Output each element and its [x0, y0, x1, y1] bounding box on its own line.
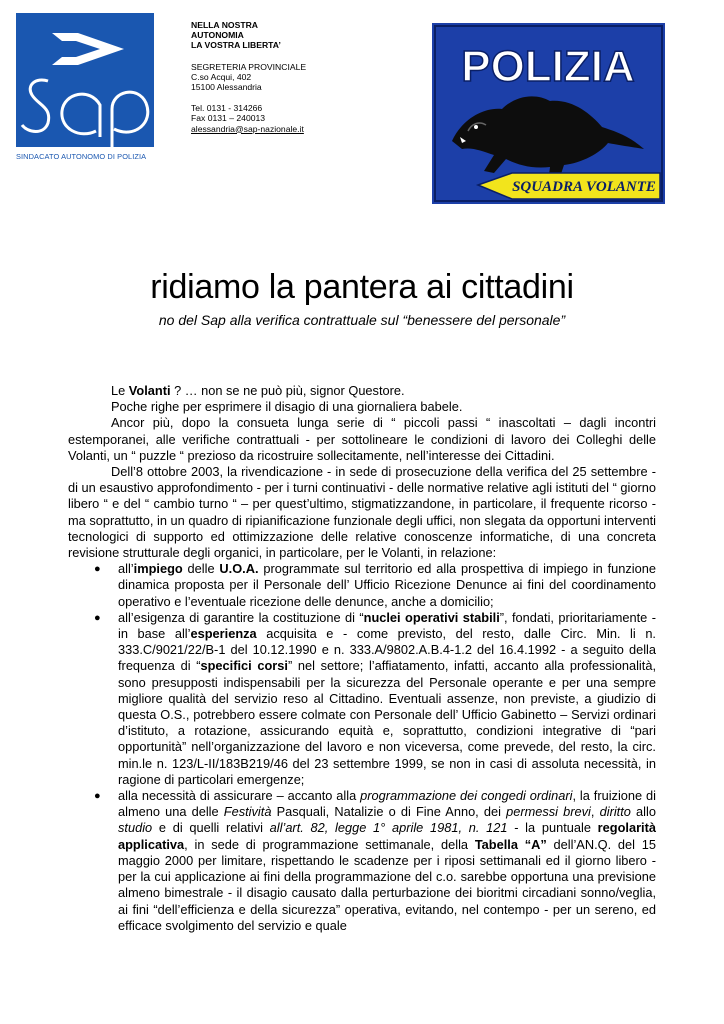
paragraph-1: Le Volanti ? … non se ne può più, signor Questore.: [111, 383, 405, 398]
office-name: SEGRETERIA PROVINCIALE: [191, 61, 307, 72]
office-email: alessandria@sap-nazionale.it: [191, 123, 304, 134]
office-tel: Tel. 0131 - 314266: [191, 103, 263, 114]
paragraph-3: Ancor più, dopo la consueta lunga serie di “ piccoli passi “ inascoltati – dagli incontri estemporanei, alle verifiche contrattuali - per sottolineare le condizioni di lavoro dei Colleghi delle Volanti, un “ puzzle “ prezioso da ricostruire sollecitamente, nell’interesse dei Cittadini.: [68, 415, 656, 463]
document-body: [68, 383, 656, 934]
paragraph-4: Dell’8 ottobre 2003, la rivendicazione - in sede di prosecuzione della verifica del 25 settembre - di un esaustivo approfondimento - per i turni continuativi - delle normative relative agli istituti del “ giorno libero “ e del “ cambio turno “ – per quest’ultimo, stigmatizzandone, in particolare, il frequente ricorso - ma soprattutto, in un quadro di ripianificazione funzionale degli uffici, non slegata da opportuni interventi tecnologici di supporto ed ottimizzazione delle relative conoscenze informatiche, di una concreta revisione strutturale degli organici, in particolare, per le Volanti, in relazione:: [68, 464, 656, 561]
motto-line-2: AUTONOMIA: [191, 30, 244, 41]
sap-caption: SINDACATO AUTONOMO DI POLIZIA: [16, 152, 147, 161]
sap-logo-mark: [16, 13, 154, 147]
motto-line-3: LA VOSTRA LIBERTA’: [191, 40, 281, 51]
list-item: ● all’esigenza di garantire la costituzione di “nuclei operativi stabili”, fondati, prioritariamente - in base all’esperienza acquisita e - come previsto, del resto, dalle Circ. Min. li n. 333.C/9021/22/B-1 del 10.12.1990 e n. 333.A/9802.A.B.4-1.2 del 16.4.1992 - a seguito della frequenza di “specifici corsi” nel settore; l’affiatamento, infatti, accanto alla professionalità, sono presupposti indispensabili per la sicurezza del Personale operante e per una sempre migliore qualità del servizio reso al Cittadino. Eventuali assenze, non previste, a giudizio di questa O.S., potrebbero essere colmate con Personale dell’ Ufficio Gabinetto – Servizi ordinari d’istituto, a rotazione, assicurando equità e, soprattutto, condizioni integrative di “pari opportunità” nell’organizzazione del lavoro e non viceversa, come prevede, del resto, la circ. min.le n. 123/L-II/183B219/46 del 23 settembre 1999, se non in casi di assoluta necessità, in ragione di particolari emergenze;: [94, 609, 656, 787]
office-city: 15100 Alessandria: [191, 82, 262, 93]
contact-block: [191, 20, 306, 134]
list-item: ● alla necessità di assicurare – accanto alla programmazione dei congedi ordinari, la fruizione di almeno una delle Festività Pasquali, Natalizie o di Fine Anno, dei permessi brevi, diritto allo studio e di quelli relativi all’art. 82, legge 1° aprile 1981, n. 121 - la puntuale regolarità applicativa, in sede di programmazione settimanale, della Tabella “A” dell’AN.Q. del 15 maggio 2000 per limitare, rispettando le scadenze per i riposi settimanali ed il giorno libero - per la cui applicazione ai fini della programmazione del c.o. sarebbe opportuna una previsione almeno bimestrale - il disagio causato dalla perturbazione dei bioritmi circadiani sonno/veglia, ai fini “dell’efficienza e della sicurezza” operativa, evitando, nel contempo - per un sereno, ed efficace svolgimento del servizio e quale: [94, 788, 656, 933]
office-fax: Fax 0131 – 240013: [191, 113, 266, 124]
bullet-icon: ●: [94, 790, 101, 803]
list-item: ● all’impiego delle U.O.A. programmate sul territorio ed alla prospettiva di impiego in funzione dinamica proposta per il Personale dell’ Ufficio Ricezione Denunce ai fini del coordinamento operativo e l’eventuale ricezione delle denunce, anche a domicilio;: [94, 561, 656, 609]
panther-emblem-icon: [432, 23, 665, 204]
polizia-title: POLIZIA: [461, 42, 635, 91]
bullet-icon: ●: [94, 611, 101, 624]
polizia-logo: [432, 23, 665, 204]
polizia-banner: SQUADRA VOLANTE: [512, 179, 656, 195]
sap-logo: [16, 13, 154, 165]
bullet-icon: ●: [94, 563, 101, 576]
page-subtitle: no del Sap alla verifica contrattuale sul “benessere del personale”: [158, 312, 566, 328]
page-title: ridiamo la pantera ai cittadini: [150, 268, 574, 306]
bullet-list: [68, 561, 656, 934]
paragraph-2: Poche righe per esprimere il disagio di una giornaliera babele.: [111, 399, 463, 415]
motto-line-1: NELLA NOSTRA: [191, 20, 258, 30]
office-address: C.so Acqui, 402: [191, 71, 252, 82]
sap-emblem-icon: [16, 13, 154, 147]
